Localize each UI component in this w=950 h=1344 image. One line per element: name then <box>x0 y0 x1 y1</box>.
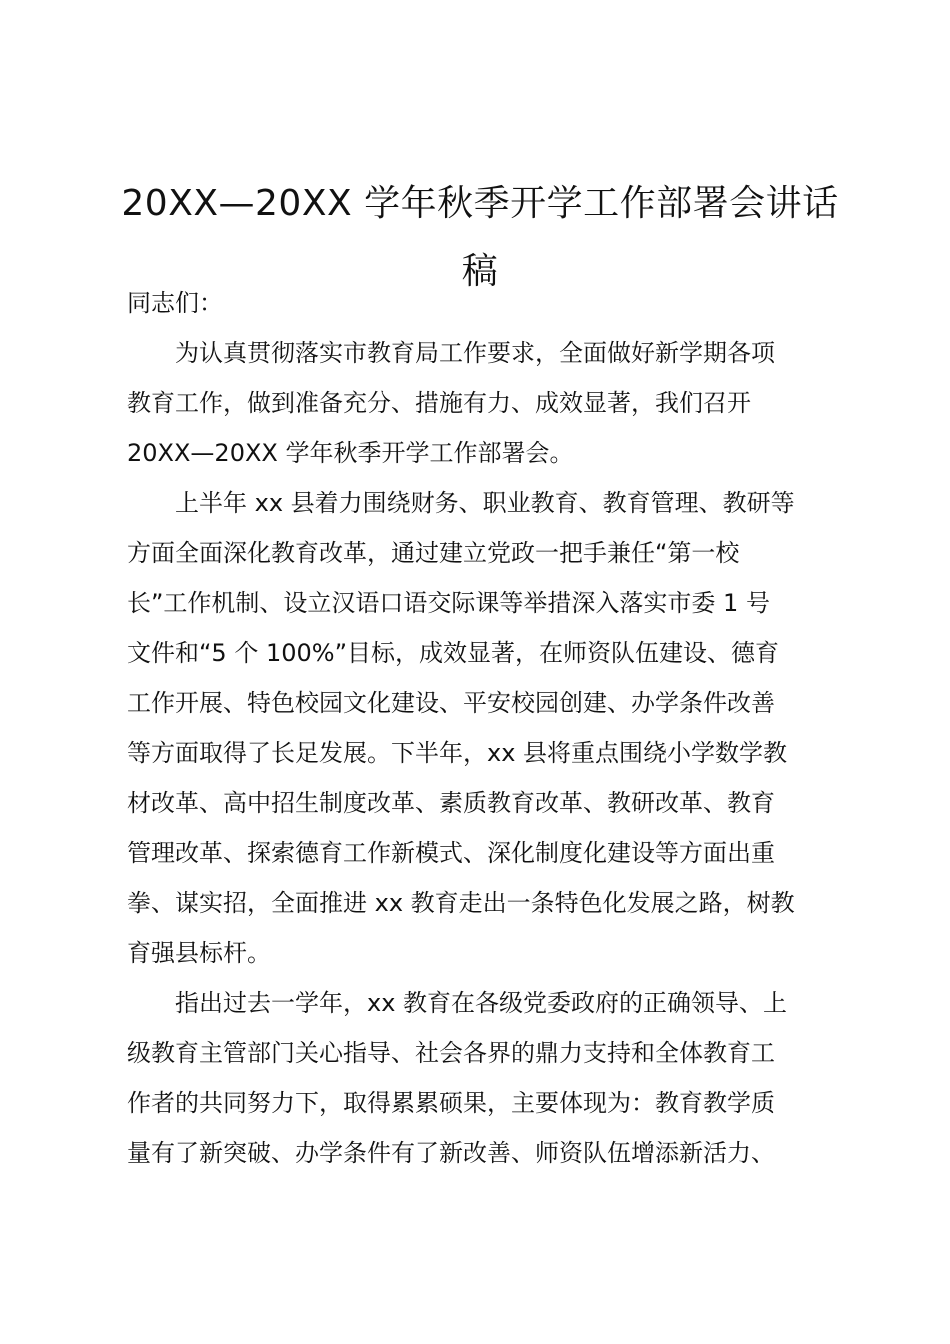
paragraph-line: 育强县标杆。 <box>127 939 271 967</box>
paragraph-line: 上半年 xx 县着力围绕财务、职业教育、教育管理、教研等 <box>127 489 795 517</box>
paragraph-2 <box>127 478 839 978</box>
paragraph-line: 教育工作，做到准备充分、措施有力、成效显著，我们召开 <box>127 389 751 417</box>
paragraph-line: 材改革、高中招生制度改革、素质教育改革、教研改革、教育 <box>127 789 775 817</box>
paragraph-line: 文件和“5 个 100%”目标，成效显著，在师资队伍建设、德育 <box>127 639 780 667</box>
paragraph-line: 为认真贯彻落实市教育局工作要求，全面做好新学期各项 <box>127 339 775 367</box>
paragraph-line: 量有了新突破、办学条件有了新改善、师资队伍增添新活力、 <box>127 1139 775 1167</box>
paragraph-3 <box>127 978 839 1178</box>
paragraph-line: 级教育主管部门关心指导、社会各界的鼎力支持和全体教育工 <box>127 1039 775 1067</box>
paragraph-1 <box>127 328 839 478</box>
paragraph-line: 长”工作机制、设立汉语口语交际课等举措深入落实市委 1 号 <box>127 589 770 617</box>
paragraph-line: 等方面取得了长足发展。下半年，xx 县将重点围绕小学数学教 <box>127 739 788 767</box>
paragraph-line: 工作开展、特色校园文化建设、平安校园创建、办学条件改善 <box>127 689 775 717</box>
salutation: 同志们： <box>127 289 223 317</box>
paragraph-line: 作者的共同努力下，取得累累硕果，主要体现为：教育教学质 <box>127 1089 775 1117</box>
paragraph-line: 20XX—20XX 学年秋季开学工作部署会。 <box>127 439 574 467</box>
paragraph-line: 管理改革、探索德育工作新模式、深化制度化建设等方面出重 <box>127 839 775 867</box>
document-body <box>127 278 839 1178</box>
paragraph-line: 拳、谋实招，全面推进 xx 教育走出一条特色化发展之路，树教 <box>127 889 795 917</box>
title-line-1: 20XX—20XX 学年秋季开学工作部署会讲话 <box>121 183 839 224</box>
paragraph-line: 方面全面深化教育改革，通过建立党政一把手兼任“第一校 <box>127 539 740 567</box>
title-line-2: 稿 <box>461 251 499 292</box>
paragraph-line: 指出过去一学年，xx 教育在各级党委政府的正确领导、上 <box>127 989 788 1017</box>
